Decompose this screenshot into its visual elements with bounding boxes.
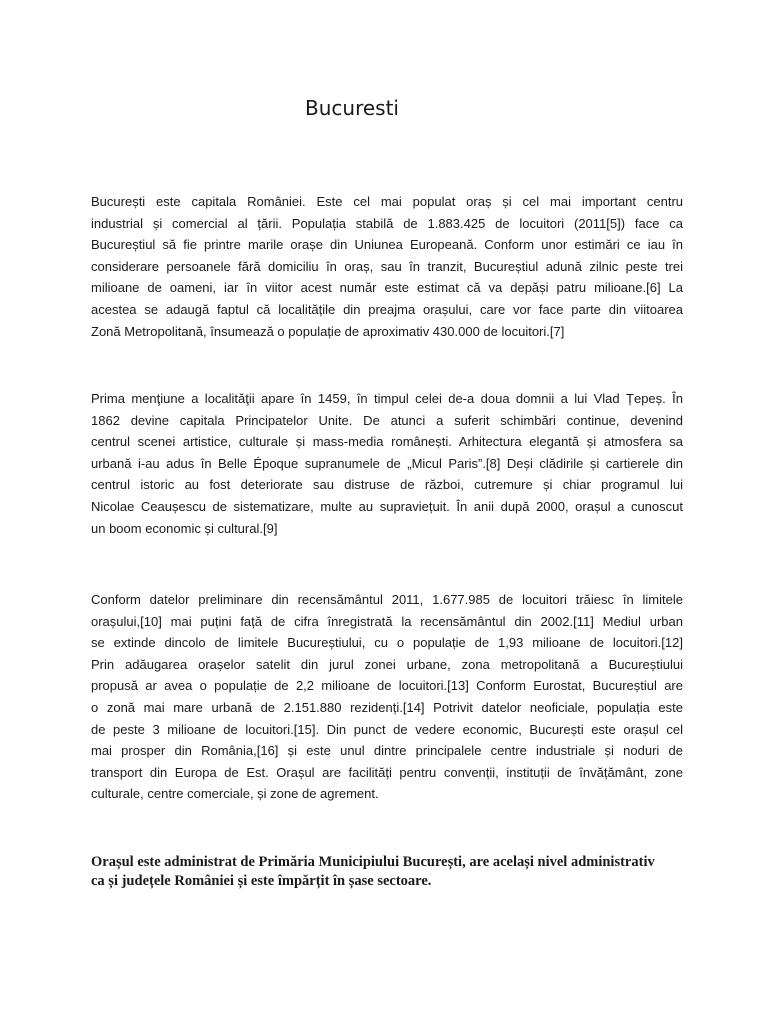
- paragraph-line: propusă ar avea o populație de 2,2 milioane de locuitori.[13] Conform Eurostat, Bucureștiul are: [91, 678, 683, 694]
- paragraph-line: ca și județele României și este împărțit în șase sectoare.: [91, 873, 432, 889]
- paragraph-line: urbană i-au adus în Belle Époque supranumele de „Micul Paris”.[8] Deși clădirile și cartierele din: [91, 455, 683, 471]
- paragraph-line: orașului,[10] mai puțini față de cifra înregistrată la recensământul din 2002.[11] Mediul urban: [91, 613, 683, 629]
- paragraph-line: o zonă mai mare urbană de 2.151.880 rezidenți.[14] Potrivit datelor neoficiale, populația este: [91, 699, 683, 715]
- paragraph-line: culturale, centre comerciale, și zone de agrement.: [91, 786, 379, 802]
- paragraph-line: Nicolae Ceaușescu de sistematizare, multe au supraviețuit. În anii după 2000, orașul a cunoscut: [91, 498, 683, 514]
- paragraph-population: [91, 589, 683, 805]
- paragraph-line: centrul istoric au fost deteriorate sau distruse de război, cutremure și chiar programul lui: [91, 477, 683, 493]
- paragraph-line: Bucureștiul să fie printre marile orașe din Uniunea Europeană. Conform unor estimări ce iau în: [91, 237, 683, 253]
- paragraph-history: [91, 388, 683, 539]
- paragraph-line: Orașul este administrat de Primăria Municipiului București, are același nivel administrativ: [91, 854, 655, 870]
- paragraph-line: București este capitala României. Este cel mai populat oraș și cel mai important centru: [91, 194, 683, 209]
- paragraph-line: de peste 3 milioane de locuitori.[15]. Din punct de vedere economic, București este orașul cel: [91, 721, 683, 737]
- paragraph-line: Prima menţiune a localităţii apare în 1459, în timpul celei de-a doua domnii a lui Vlad Țepeș. În: [91, 391, 683, 406]
- paragraph-line: 1862 devine capitala Principatelor Unite. De atunci a suferit schimbări continue, devenind: [91, 412, 683, 428]
- paragraph-line: mai prosper din România,[16] și este unul dintre principalele centre industriale și noduri de: [91, 743, 683, 759]
- paragraph-line: considerare persoanele fără domiciliu în oraș, sau în tranzit, Bucureștiul adună zilnic peste trei: [91, 258, 683, 274]
- paragraph-line: acestea se adaugă faptul că localitățile din preajma orașului, care vor face parte din viitoarea: [91, 301, 683, 317]
- paragraph-line: transport din Europa de Est. Orașul are facilități pentru convenții, instituții de învățământ, zone: [91, 764, 683, 780]
- paragraph-line: milioane de oameni, iar în viitor acest număr este estimat că va depăși patru milioane.[6] La: [91, 280, 683, 296]
- document-title: Bucuresti: [305, 96, 399, 120]
- paragraph-line: se extinde dincolo de limitele Bucureștiului, cu o populație de 1,93 milioane de locuitori.[12]: [91, 635, 683, 651]
- paragraph-line: Prin adăugarea orașelor satelit din jurul zonei urbane, zona metropolitană a Bucureștiului: [91, 656, 683, 672]
- paragraph-line: Zonă Metropolitană, însumează o populație de aproximativ 430.000 de locuitori.[7]: [91, 323, 565, 339]
- paragraph-intro: [91, 191, 683, 342]
- paragraph-line: industrial și comercial al țării. Populația stabilă de 1.883.425 de locuitori (2011[5]) face ca: [91, 215, 683, 231]
- paragraph-administration: [91, 853, 691, 891]
- paragraph-line: centrul scenei artistice, culturale și mass-media românești. Arhitectura elegantă și atmosfera sa: [91, 434, 683, 450]
- paragraph-line: un boom economic și cultural.[9]: [91, 520, 278, 536]
- paragraph-line: Conform datelor preliminare din recensământul 2011, 1.677.985 de locuitori trăiesc în limitele: [91, 592, 683, 607]
